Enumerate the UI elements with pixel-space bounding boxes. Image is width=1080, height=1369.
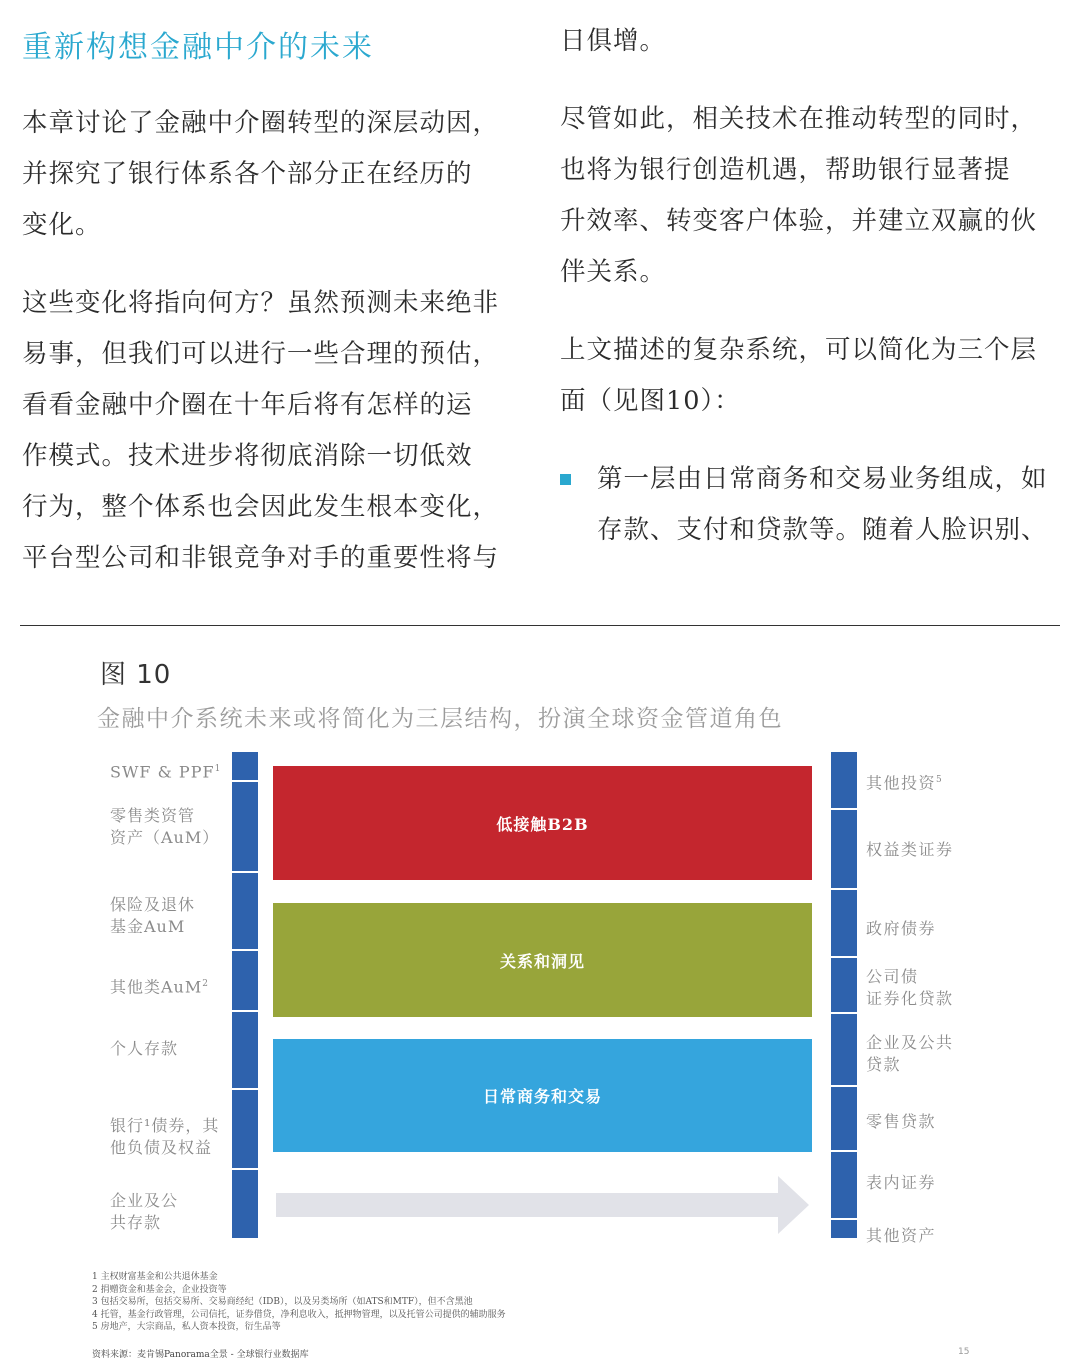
text-line: 这些变化将指向何方？虽然预测未来绝非 bbox=[22, 288, 500, 318]
left-stacked-bar bbox=[232, 752, 258, 1238]
bar-divider bbox=[831, 1012, 857, 1014]
section-divider bbox=[20, 625, 1060, 626]
text-line: 伴关系。 bbox=[560, 257, 667, 287]
layer-daily-commerce-transactions: 日常商务和交易 bbox=[273, 1039, 812, 1152]
layer-relationship-insight: 关系和洞见 bbox=[273, 903, 812, 1017]
left-label-bank-bonds: 银行¹债券，其 他负债及权益 bbox=[110, 1116, 220, 1157]
paragraph bbox=[22, 98, 522, 251]
text-line: 变化。 bbox=[22, 210, 102, 240]
right-label-equity-securities: 权益类证券 bbox=[866, 840, 954, 859]
right-stacked-bar bbox=[831, 752, 857, 1238]
bar-divider bbox=[831, 888, 857, 890]
paragraph bbox=[560, 325, 1060, 427]
text-line: 上文描述的复杂系统，可以简化为三个层 bbox=[560, 335, 1038, 365]
bar-divider bbox=[232, 1088, 258, 1090]
footnotes bbox=[92, 1271, 506, 1334]
text-line: 本章讨论了金融中介圈转型的深层动因， bbox=[22, 108, 500, 138]
paragraph bbox=[560, 16, 1060, 67]
text-line: 看看金融中介圈在十年后将有怎样的运 bbox=[22, 390, 473, 420]
left-label-corporate-deposits: 企业及公 共存款 bbox=[110, 1191, 179, 1232]
page-number: 15 bbox=[958, 1347, 970, 1357]
text-line: 尽管如此，相关技术在推动转型的同时， bbox=[560, 104, 1038, 134]
bar-divider bbox=[831, 1085, 857, 1087]
paragraph bbox=[560, 94, 1060, 298]
text-line: 日俱增。 bbox=[560, 26, 667, 56]
left-column bbox=[22, 98, 522, 584]
bar-divider bbox=[232, 1010, 258, 1012]
text-line: 也将为银行创造机遇，帮助银行显著提 bbox=[560, 155, 1011, 185]
bar-divider bbox=[232, 871, 258, 873]
bar-divider bbox=[831, 956, 857, 958]
text-line: 升效率、转变客户体验，并建立双赢的伙 bbox=[560, 206, 1038, 236]
left-label-other-aum: 其他类AuM$^2$ bbox=[110, 977, 209, 997]
bar-divider bbox=[831, 1150, 857, 1152]
section-heading: 重新构想金融中介的未来 bbox=[22, 30, 374, 65]
right-label-retail-loans: 零售贷款 bbox=[866, 1112, 937, 1131]
layer-low-touch-b2b: 低接触B2B bbox=[273, 766, 812, 880]
text-line: 并探究了银行体系各个部分正在经历的 bbox=[22, 159, 473, 189]
right-label-corporate-loans: 企业及公共 贷款 bbox=[866, 1033, 954, 1074]
figure-title: 金融中介系统未来或将简化为三层结构，扮演全球资金管道角色 bbox=[97, 706, 783, 732]
bar-divider bbox=[232, 780, 258, 782]
paragraph bbox=[22, 278, 522, 584]
bar-divider bbox=[232, 949, 258, 951]
square-bullet-icon bbox=[560, 474, 571, 485]
footnote: 4 托管，基金行政管理，公司信托，证券借贷，净利息收入，抵押物管理，以及托管公司提供的辅助服务 bbox=[92, 1309, 506, 1320]
text-line: 平台型公司和非银竞争对手的重要性将与 bbox=[22, 543, 500, 573]
text-line: 行为，整个体系也会因此发生根本变化， bbox=[22, 492, 500, 522]
footnote: 2 捐赠资金和基金会，企业投资等 bbox=[92, 1284, 227, 1295]
right-label-government-bonds: 政府债券 bbox=[866, 919, 937, 938]
figure-label: 图 10 bbox=[100, 660, 172, 690]
left-label-swf-ppf: SWF & PPF$^1$ bbox=[110, 762, 222, 782]
bar-divider bbox=[232, 1168, 258, 1170]
left-label-personal-deposits: 个人存款 bbox=[110, 1039, 179, 1058]
footnote: 1 主权财富基金和公共退休基金 bbox=[92, 1272, 218, 1282]
flow-arrow-icon bbox=[276, 1176, 812, 1234]
text-line: 存款、支付和贷款等。随着人脸识别、 bbox=[597, 515, 1048, 545]
bullet-item bbox=[560, 454, 1060, 556]
text-line: 作模式。技术进步将彻底消除一切低效 bbox=[22, 441, 473, 471]
source-note: 资料来源：麦肯锡Panorama全景 - 全球银行业数据库 bbox=[92, 1350, 309, 1360]
bar-divider bbox=[831, 808, 857, 810]
text-line: 第一层由日常商务和交易业务组成，如 bbox=[597, 464, 1048, 494]
right-label-other-assets: 其他资产 bbox=[866, 1226, 937, 1245]
right-label-corporate-bonds: 公司债 证券化贷款 bbox=[866, 967, 954, 1008]
footnote: 3 包括交易所，包括交易所、交易商经纪（IDB），以及另类场所（如ATS和MTF），但不含黑池 bbox=[92, 1297, 473, 1307]
left-label-retail-aum: 零售类资管 资产（AuM） bbox=[110, 806, 220, 847]
right-label-other-investments: 其他投资$^5$ bbox=[866, 773, 944, 793]
bar-divider bbox=[831, 1218, 857, 1220]
text-line: 面（见图10）： bbox=[560, 386, 741, 416]
footnote: 5 房地产，大宗商品，私人资本投资，衍生品等 bbox=[92, 1322, 281, 1332]
text-line: 易事，但我们可以进行一些合理的预估， bbox=[22, 339, 500, 369]
right-column bbox=[560, 16, 1060, 556]
left-label-insurance-aum: 保险及退休 基金AuM bbox=[110, 895, 196, 936]
right-label-onbalance-securities: 表内证券 bbox=[866, 1173, 937, 1192]
